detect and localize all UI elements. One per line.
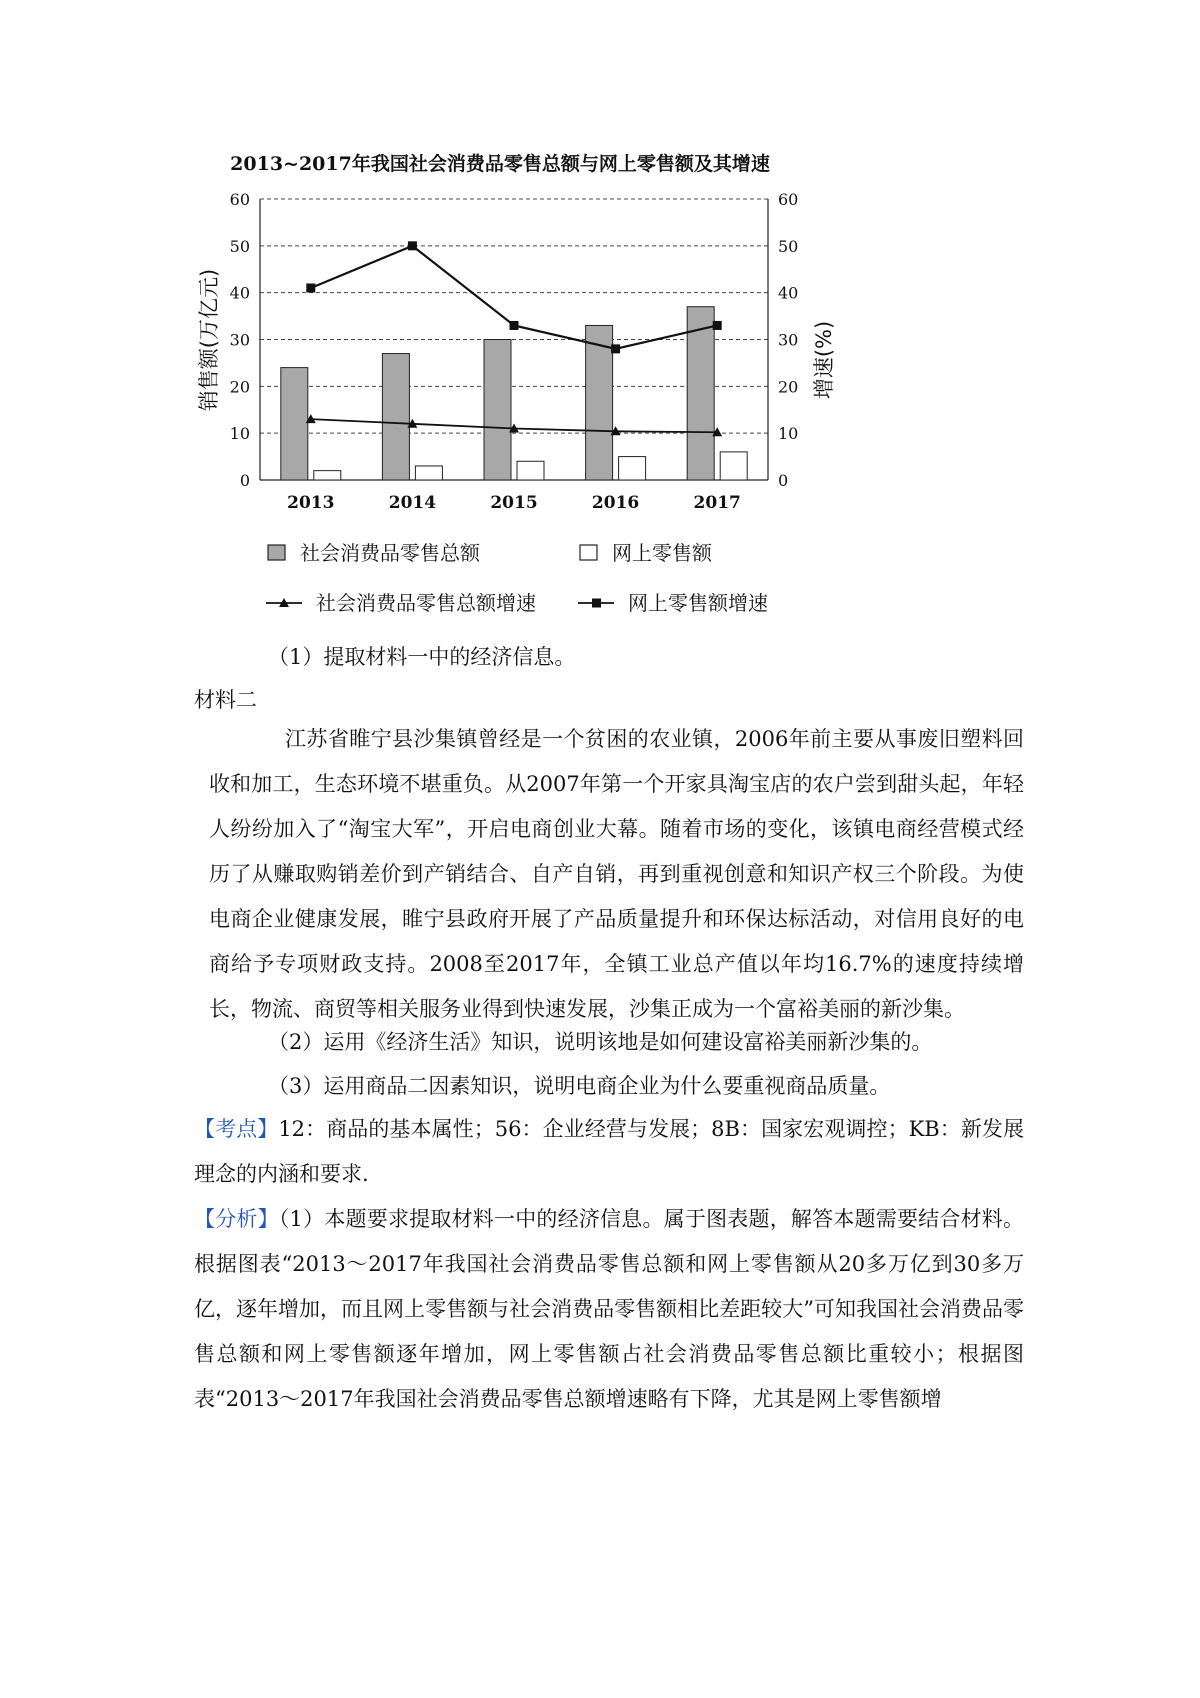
point-online-growth [408, 241, 417, 250]
bar-online-retail [415, 466, 442, 480]
bar-retail-total [484, 340, 511, 481]
legend-marker [592, 599, 601, 608]
question-1: （1）提取材料一中的经济信息。 [268, 645, 576, 669]
bar-retail-total [586, 325, 613, 480]
y-left-tick: 30 [229, 330, 250, 350]
y-left-tick: 60 [229, 190, 250, 209]
y-right-tick: 0 [778, 471, 789, 490]
y-left-tick: 50 [229, 236, 250, 256]
legend-swatch [268, 545, 285, 560]
legend-label: 社会消费品零售总额 [300, 541, 480, 565]
x-tick-label: 2015 [490, 493, 538, 513]
bar-online-retail [619, 457, 646, 480]
y-right-tick: 50 [778, 236, 799, 256]
y-right-tick: 10 [778, 424, 799, 444]
kaodian-body: 12：商品的基本属性；56：企业经营与发展；8B：国家宏观调控；KB：新发展理念的内涵和要求. [194, 1117, 1024, 1186]
bar-retail-total [382, 354, 409, 480]
question-2: （2）运用《经济生活》知识，说明该地是如何建设富裕美丽新沙集的。 [268, 1030, 933, 1054]
bar-retail-total [281, 368, 308, 480]
x-tick-label: 2017 [693, 493, 741, 513]
y-right-title: 增速(%) [812, 320, 836, 400]
point-online-growth [306, 283, 315, 292]
legend-label: 网上零售额增速 [628, 591, 768, 615]
y-left-tick: 20 [229, 377, 250, 397]
legend-label: 网上零售额 [612, 541, 712, 565]
line-online-growth [311, 246, 717, 349]
point-online-growth [611, 344, 620, 353]
fenxi-section [194, 1197, 1024, 1422]
bar-online-retail [517, 461, 544, 480]
y-left-title: 销售额(万亿元) [197, 268, 221, 412]
fenxi-body: （1）本题要求提取材料一中的经济信息。属于图表题，解答本题需要结合材料。根据图表“2013～2017年我国社会消费品零售总额和网上零售额从20多万亿到30多万亿，逐年增加，而且网上零售额与社会消费品零售额相比差距较大”可知我国社会消费品零售总额和网上零售额逐年增加，网上零售额占社会消费品零售总额比重较小；根据图表“2013～2017年我国社会消费品零售总额增速略有下降，尤其是网上零售额增 [194, 1207, 1025, 1411]
y-right-tick: 60 [778, 190, 799, 209]
sales-chart [197, 150, 840, 630]
y-right-tick: 40 [778, 283, 799, 303]
y-right-tick: 30 [778, 330, 799, 350]
fenxi-tag: 【分析】 [194, 1207, 279, 1231]
x-tick-label: 2013 [287, 493, 335, 513]
bar-online-retail [720, 452, 747, 480]
y-right-tick: 20 [778, 377, 799, 397]
legend-swatch [580, 545, 597, 560]
point-online-growth [510, 321, 519, 330]
question-3: （3）运用商品二因素知识，说明电商企业为什么要重视商品质量。 [268, 1074, 891, 1098]
bar-retail-total [687, 307, 714, 480]
point-online-growth [713, 321, 722, 330]
x-tick-label: 2014 [388, 493, 437, 513]
material-2-body: 江苏省睢宁县沙集镇曾经是一个贫困的农业镇，2006年前主要从事废旧塑料回收和加工，生态环境不堪重负。从2007年第一个开家具淘宝店的农户尝到甜头起，年轻人纷纷加入了“淘宝大军”，开启电商创业大幕。随着市场的变化，该镇电商经营模式经历了从赚取购销差价到产销结合、自产自销，再到重视创意和知识产权三个阶段。为使电商企业健康发展，睢宁县政府开展了产品质量提升和环保达标活动，对信用良好的电商给予专项财政支持。2008至2017年，全镇工业总产值以年均16.7%的速度持续增长，物流、商贸等相关服务业得到快速发展，沙集正成为一个富裕美丽的新沙集。 [209, 727, 1024, 1021]
bar-online-retail [314, 471, 341, 480]
y-left-tick: 0 [239, 471, 250, 490]
y-left-tick: 40 [229, 283, 250, 303]
kaodian-section [194, 1107, 1024, 1197]
y-left-tick: 10 [229, 424, 250, 444]
material-2-title: 材料二 [194, 688, 257, 712]
chart-title: 2013~2017年我国社会消费品零售总额与网上零售额及其增速 [230, 153, 770, 175]
kaodian-tag: 【考点】 [194, 1117, 279, 1141]
x-tick-label: 2016 [591, 493, 640, 513]
legend-label: 社会消费品零售总额增速 [316, 591, 536, 615]
